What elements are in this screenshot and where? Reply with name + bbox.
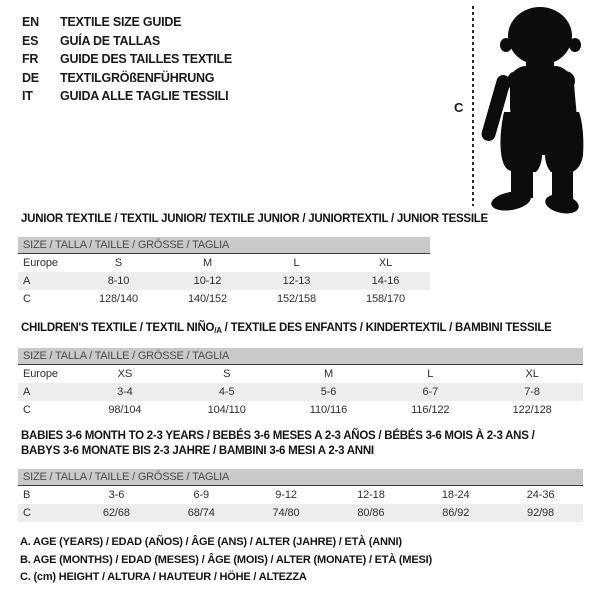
title-line: BABYS 3-6 MONATE BIS 2-3 JAHRE / BAMBINI 3-6 MESI A 2-3 ANNI: [21, 445, 374, 457]
size-value-cell: 5-6: [320, 386, 337, 398]
babies-table-title: [21, 429, 583, 459]
table-row: [18, 365, 583, 383]
size-value-cell: M: [323, 368, 334, 380]
row-label-cell: A: [23, 275, 31, 287]
size-value-cell: XL: [378, 257, 393, 269]
size-value-cell: L: [293, 257, 300, 269]
size-value-cell: 140/152: [187, 293, 228, 305]
legend-age-months: B. AGE (MONTHS) / EDAD (MESES) / ÂGE (MOIS) / ALTER (MONATE) / ETÀ (MESI): [20, 553, 432, 566]
babies-textile-section: [18, 429, 583, 522]
row-label-cell: C: [23, 293, 31, 305]
language-code: EN: [22, 15, 39, 29]
size-value-cell: 10-12: [193, 275, 222, 287]
size-value-cell: 18-24: [441, 489, 470, 501]
junior-table-title: JUNIOR TEXTILE / TEXTIL JUNIOR/ TEXTILE JUNIOR / JUNIORTEXTIL / JUNIOR TESSILE: [21, 213, 488, 225]
language-row: [22, 13, 232, 32]
measure-legend: [20, 534, 432, 587]
size-value-cell: S: [223, 368, 231, 380]
size-value-cell: 86/92: [442, 507, 470, 519]
size-value-cell: 68/74: [187, 507, 215, 519]
size-header-bar: SIZE / TALLA / TAILLE / GRÖSSE / TAGLIA: [18, 469, 583, 486]
legend-height-cm: C. (cm) HEIGHT / ALTURA / HAUTEUR / HÖHE / ALTEZZA: [20, 571, 307, 583]
size-value-cell: S: [114, 257, 123, 269]
language-code: IT: [22, 89, 33, 104]
baby-silhouette-icon: [455, 0, 600, 215]
size-value-cell: XS: [117, 368, 133, 380]
size-value-cell: 12-13: [282, 275, 311, 287]
size-value-cell: 7-8: [524, 386, 540, 398]
guide-title: GUÍA DE TALLAS: [60, 33, 160, 48]
row-label-cell: Europe: [23, 257, 58, 269]
row-label-cell: A: [23, 386, 31, 398]
children-textile-section: [18, 321, 583, 419]
row-label-cell: C: [23, 507, 31, 519]
size-value-cell: 92/98: [527, 507, 555, 519]
language-title-list: [22, 13, 232, 106]
size-value-cell: 9-12: [275, 489, 297, 501]
size-value-cell: 12-18: [357, 489, 385, 501]
title-part: CHILDREN'S TEXTILE / TEXTIL NIÑO: [21, 322, 215, 334]
size-value-cell: 6-9: [193, 489, 210, 501]
legend-age-years: A. AGE (YEARS) / EDAD (AÑOS) / ÂGE (ANS) / ALTER (JAHRE) / ETÀ (ANNI): [20, 536, 402, 548]
size-value-cell: 116/122: [411, 404, 450, 416]
size-value-cell: 104/110: [207, 404, 246, 416]
junior-size-table: [18, 254, 430, 308]
size-value-cell: 122/128: [512, 404, 552, 416]
language-row: [22, 69, 232, 88]
size-value-cell: XL: [525, 368, 539, 380]
size-value-cell: M: [202, 257, 213, 269]
language-code: FR: [22, 52, 39, 67]
babies-size-table: [18, 486, 583, 522]
size-value-cell: L: [427, 368, 434, 380]
size-value-cell: 152/158: [276, 293, 317, 305]
junior-textile-section: [18, 212, 583, 308]
size-value-cell: 3-6: [108, 489, 125, 501]
size-value-cell: 80/86: [357, 507, 385, 519]
size-value-cell: 74/80: [272, 507, 300, 519]
size-value-cell: 8-10: [107, 275, 130, 287]
size-value-cell: 6-7: [422, 386, 439, 398]
size-value-cell: 110/116: [309, 404, 348, 416]
size-value-cell: 98/104: [108, 404, 142, 416]
size-tables: [18, 212, 583, 522]
title-line: BABIES 3-6 MONTH TO 2-3 YEARS / BEBÉS 3-6 MESES A 2-3 AÑOS / BÉBÉS 3-6 MOIS À 2-3 ANS /: [21, 430, 535, 442]
size-value-cell: 14-16: [371, 275, 400, 287]
table-row: [18, 272, 430, 290]
row-label-cell: C: [23, 404, 31, 416]
table-row: [18, 401, 583, 419]
size-value-cell: 24-36: [526, 489, 555, 501]
guide-title: GUIDA ALLE TAGLIE TESSILI: [60, 89, 229, 104]
language-code: DE: [22, 70, 39, 85]
title-subscript: /A: [214, 326, 222, 335]
size-value-cell: 62/68: [102, 507, 130, 519]
row-label-cell: Europe: [23, 368, 58, 380]
title-part: / TEXTILE DES ENFANTS / KINDERTEXTIL / BAMBINI TESSILE: [221, 322, 552, 334]
size-header-bar: SIZE / TALLA / TAILLE / GRÖSSE / TAGLIA: [18, 348, 583, 365]
language-row: [22, 50, 232, 69]
size-header-bar: SIZE / TALLA / TAILLE / GRÖSSE / TAGLIA: [18, 237, 430, 254]
children-table-title: [21, 321, 583, 338]
size-value-cell: 3-4: [117, 386, 133, 398]
table-row: [18, 254, 430, 272]
table-row: [18, 383, 583, 401]
guide-title: TEXTILE SIZE GUIDE: [60, 15, 182, 29]
table-row: [18, 486, 583, 504]
size-value-cell: 4-5: [218, 386, 235, 398]
height-measure-label: C: [454, 100, 464, 115]
language-code: ES: [22, 33, 39, 48]
table-row: [18, 290, 430, 308]
guide-title: TEXTILGRÖßENFÜHRUNG: [60, 70, 215, 85]
language-row: [22, 32, 232, 51]
guide-title: GUIDE DES TAILLES TEXTILE: [60, 52, 233, 67]
language-row: [22, 87, 232, 106]
baby-height-figure: [453, 0, 600, 216]
size-value-cell: 128/140: [98, 293, 139, 305]
row-label-cell: B: [23, 489, 31, 501]
size-value-cell: 158/170: [365, 293, 406, 305]
children-size-table: [18, 365, 583, 419]
table-row: [18, 504, 583, 522]
